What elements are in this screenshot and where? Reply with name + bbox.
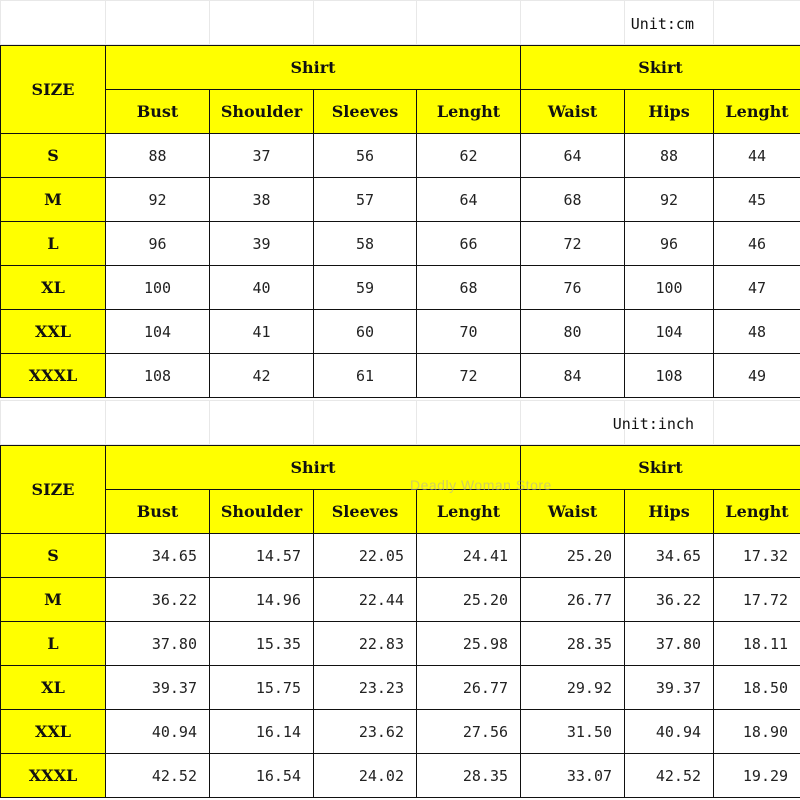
- table-cell: 26.77: [417, 666, 521, 710]
- column-header-shoulder: Shoulder: [210, 90, 314, 134]
- table-cell: 42: [210, 354, 314, 398]
- table-cell: 45: [714, 178, 800, 222]
- unit-label-inch: Unit:inch: [612, 415, 694, 433]
- table-row: [1, 622, 800, 666]
- size-label: M: [1, 578, 106, 622]
- table-cell: 42.52: [625, 754, 714, 798]
- table-cell: 37: [210, 134, 314, 178]
- table-cell: 84: [521, 354, 625, 398]
- skirt-group-header: Skirt: [521, 46, 800, 90]
- table-cell: 92: [106, 178, 210, 222]
- table-row: [1, 578, 800, 622]
- table-cell: 27.56: [417, 710, 521, 754]
- unit-label-cm: Unit:cm: [630, 15, 694, 33]
- table-cell: 26.77: [521, 578, 625, 622]
- column-header-shirt-length: Lenght: [417, 90, 521, 134]
- size-header: SIZE: [1, 446, 106, 534]
- column-header-row: [1, 90, 800, 134]
- table-cell: 18.50: [714, 666, 800, 710]
- table-cell: 31.50: [521, 710, 625, 754]
- table-cell: 96: [625, 222, 714, 266]
- table-cell: 39: [210, 222, 314, 266]
- table-cell: 15.75: [210, 666, 314, 710]
- table-row: [1, 710, 800, 754]
- table-cell: 22.83: [314, 622, 417, 666]
- column-header-shirt-length: Lenght: [417, 490, 521, 534]
- table-cell: 72: [521, 222, 625, 266]
- table-cell: 24.41: [417, 534, 521, 578]
- column-header-skirt-length: Lenght: [714, 490, 800, 534]
- table-cell: 17.32: [714, 534, 800, 578]
- table-cell: 80: [521, 310, 625, 354]
- column-header-bust: Bust: [106, 90, 210, 134]
- table-cell: 34.65: [106, 534, 210, 578]
- table-cell: 33.07: [521, 754, 625, 798]
- table-cell: 37.80: [625, 622, 714, 666]
- store-watermark: Deadly Woman Store: [410, 477, 552, 493]
- table-cell: 29.92: [521, 666, 625, 710]
- group-header-row: [1, 46, 800, 90]
- table-cell: 76: [521, 266, 625, 310]
- table-cell: 88: [625, 134, 714, 178]
- table-cell: 62: [417, 134, 521, 178]
- table-cell: 24.02: [314, 754, 417, 798]
- size-label: XXXL: [1, 754, 106, 798]
- size-label: M: [1, 178, 106, 222]
- table-cell: 40.94: [106, 710, 210, 754]
- size-label: XXL: [1, 310, 106, 354]
- table-cell: 16.54: [210, 754, 314, 798]
- table-cell: 56: [314, 134, 417, 178]
- column-header-sleeves: Sleeves: [314, 490, 417, 534]
- table-cell: 40: [210, 266, 314, 310]
- table-cell: 64: [521, 134, 625, 178]
- table-cell: 61: [314, 354, 417, 398]
- table-cell: 88: [106, 134, 210, 178]
- table-cell: 72: [417, 354, 521, 398]
- shirt-group-header: Shirt: [106, 46, 521, 90]
- table-cell: 48: [714, 310, 800, 354]
- table-cell: 23.62: [314, 710, 417, 754]
- table-cell: 58: [314, 222, 417, 266]
- table-row: [1, 266, 800, 310]
- table-cell: 14.96: [210, 578, 314, 622]
- size-label: XL: [1, 666, 106, 710]
- size-label: XL: [1, 266, 106, 310]
- table-row: [1, 222, 800, 266]
- column-header-waist: Waist: [521, 490, 625, 534]
- table-cell: 92: [625, 178, 714, 222]
- table-cell: 25.98: [417, 622, 521, 666]
- table-cell: 44: [714, 134, 800, 178]
- table-cell: 36.22: [106, 578, 210, 622]
- table-cell: 59: [314, 266, 417, 310]
- table-cell: 42.52: [106, 754, 210, 798]
- table-cell: 39.37: [106, 666, 210, 710]
- size-label: L: [1, 622, 106, 666]
- table-cell: 25.20: [521, 534, 625, 578]
- table-cell: 70: [417, 310, 521, 354]
- column-header-hips: Hips: [625, 490, 714, 534]
- size-header: SIZE: [1, 46, 106, 134]
- table-cell: 96: [106, 222, 210, 266]
- table-cell: 64: [417, 178, 521, 222]
- table-row: [1, 754, 800, 798]
- table-cell: 60: [314, 310, 417, 354]
- table-cell: 34.65: [625, 534, 714, 578]
- column-header-sleeves: Sleeves: [314, 90, 417, 134]
- table-row: [1, 354, 800, 398]
- table-cell: 36.22: [625, 578, 714, 622]
- table-cell: 37.80: [106, 622, 210, 666]
- table-cell: 39.37: [625, 666, 714, 710]
- size-label: XXXL: [1, 354, 106, 398]
- table-cell: 22.05: [314, 534, 417, 578]
- table-cell: 38: [210, 178, 314, 222]
- table-cell: 57: [314, 178, 417, 222]
- table-row: [1, 666, 800, 710]
- table-cell: 41: [210, 310, 314, 354]
- table-cell: 68: [521, 178, 625, 222]
- table-cell: 14.57: [210, 534, 314, 578]
- column-header-bust: Bust: [106, 490, 210, 534]
- table-cell: 18.11: [714, 622, 800, 666]
- table-cell: 108: [625, 354, 714, 398]
- table-cell: 19.29: [714, 754, 800, 798]
- skirt-group-header: Skirt: [521, 446, 800, 490]
- table-row: [1, 134, 800, 178]
- table-row: [1, 178, 800, 222]
- column-header-hips: Hips: [625, 90, 714, 134]
- table-cell: 100: [625, 266, 714, 310]
- table-cell: 108: [106, 354, 210, 398]
- column-header-row: [1, 490, 800, 534]
- table-row: [1, 310, 800, 354]
- column-header-shoulder: Shoulder: [210, 490, 314, 534]
- table-cell: 104: [106, 310, 210, 354]
- column-header-skirt-length: Lenght: [714, 90, 800, 134]
- table-cell: 17.72: [714, 578, 800, 622]
- table-cell: 23.23: [314, 666, 417, 710]
- size-label: S: [1, 134, 106, 178]
- table-cell: 22.44: [314, 578, 417, 622]
- table-cell: 25.20: [417, 578, 521, 622]
- table-cell: 46: [714, 222, 800, 266]
- table-cell: 28.35: [521, 622, 625, 666]
- table-cell: 15.35: [210, 622, 314, 666]
- size-table-cm: [0, 45, 800, 398]
- table-cell: 18.90: [714, 710, 800, 754]
- group-header-row: [1, 446, 800, 490]
- size-label: XXL: [1, 710, 106, 754]
- size-table-inch: [0, 445, 800, 798]
- table-cell: 104: [625, 310, 714, 354]
- table-cell: 68: [417, 266, 521, 310]
- size-label: S: [1, 534, 106, 578]
- table-cell: 49: [714, 354, 800, 398]
- table-cell: 40.94: [625, 710, 714, 754]
- table-cell: 28.35: [417, 754, 521, 798]
- table-cell: 16.14: [210, 710, 314, 754]
- shirt-group-header: Shirt: [106, 446, 521, 490]
- column-header-waist: Waist: [521, 90, 625, 134]
- table-row: [1, 534, 800, 578]
- size-label: L: [1, 222, 106, 266]
- table-cell: 66: [417, 222, 521, 266]
- table-cell: 47: [714, 266, 800, 310]
- table-cell: 100: [106, 266, 210, 310]
